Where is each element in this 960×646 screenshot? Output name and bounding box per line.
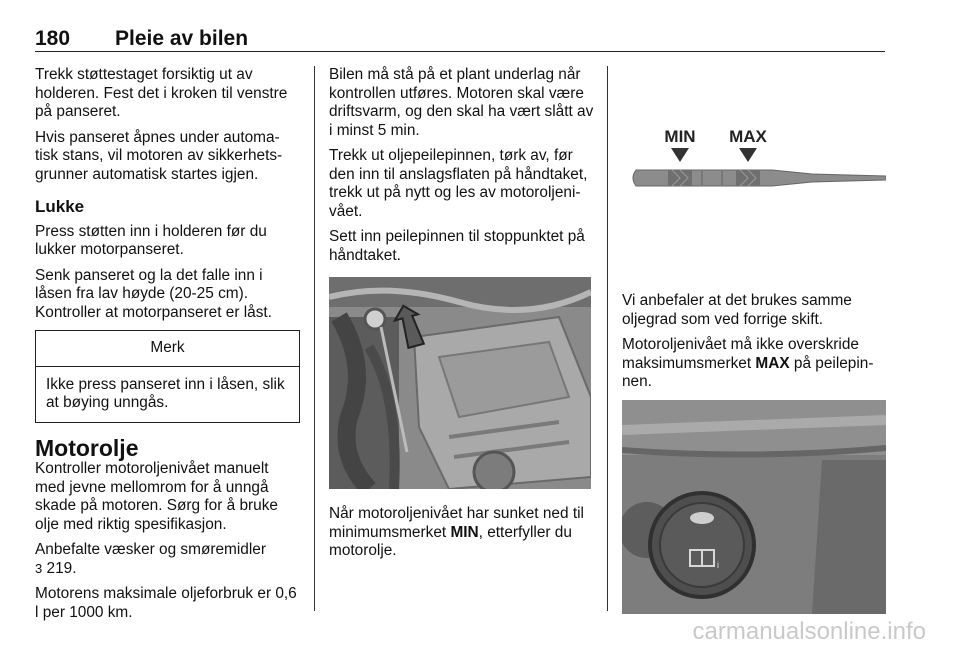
- paragraph-text: på peilepin-nen.: [622, 354, 874, 390]
- paragraph: [622, 336, 887, 392]
- watermark: carmanualsonline.info: [692, 618, 926, 645]
- max-arrow-icon: [739, 148, 757, 162]
- svg-text:i: i: [717, 559, 719, 570]
- oil-filler-cap-photo: [622, 400, 886, 614]
- paragraph: Press støtten inn i holderen før du lukker motorpanseret.: [35, 222, 267, 258]
- note-box: [35, 330, 300, 423]
- column-divider: [607, 66, 608, 611]
- cross-reference-page[interactable]: 219.: [42, 559, 77, 577]
- column-1: [35, 66, 300, 629]
- paragraph-text: Motoroljenivået må ikke overskride maksimumsmerket: [622, 336, 859, 372]
- dipstick-min-label: MIN: [664, 127, 696, 146]
- dipstick-max-label: MAX: [729, 127, 767, 146]
- note-title: Merk: [36, 331, 299, 367]
- min-mark-label: MIN: [450, 523, 479, 541]
- paragraph: Trekk støttestaget forsiktig ut av holderen. Fest det i kroken til venstre på panseret.: [35, 66, 288, 120]
- page-title: Pleie av bilen: [115, 27, 249, 50]
- column-divider: [314, 66, 315, 611]
- note-body: Ikke press panseret inn i låsen, slik at bøying unngås.: [46, 375, 285, 411]
- paragraph-text: Anbefalte væsker og smøremidler: [35, 541, 266, 558]
- paragraph: Motorens maksimale oljeforbruk er 0,6 l per 1000 km.: [35, 585, 297, 621]
- min-arrow-icon: [671, 148, 689, 162]
- paragraph: [329, 505, 595, 561]
- engine-bay-dipstick-photo: [329, 277, 591, 489]
- subheading-lukke: Lukke: [35, 197, 85, 216]
- column-2: [329, 66, 595, 568]
- paragraph: Kontroller motoroljenivået manuelt med jevne mellomrom for å unngå skade på motoren. Sørg for å bruke olje med riktig spesifikasjon.: [35, 460, 278, 533]
- paragraph: [35, 541, 300, 578]
- paragraph: Vi anbefaler at det brukes samme oljegrad som ved forrige skift.: [622, 292, 852, 328]
- paragraph: Senk panseret og la det falle inn i låsen fra lav høyde (20-25 cm). Kontroller at motorpanseret er låst.: [35, 266, 272, 321]
- page-number: 180: [35, 27, 71, 50]
- paragraph: Bilen må stå på et plant underlag når kontrollen utføres. Motoren skal være driftsvarm, og den skal ha vært slått av i minst 5 min.: [329, 66, 594, 139]
- oil-can-icon: [690, 512, 714, 524]
- paragraph-text: Når motoroljenivået har sunket ned til minimumsmerket: [329, 505, 584, 541]
- column-3: [622, 66, 887, 630]
- cross-reference-arrow-icon[interactable]: 3: [35, 560, 43, 576]
- paragraph: Trekk ut oljepeilepinnen, tørk av, før den inn til anslagsflaten på håndtaket, trekk ut på nytt og les av motoroljeni-vået.: [329, 147, 588, 220]
- max-mark-label: MAX: [755, 354, 790, 372]
- paragraph: Sett inn peilepinnen til stoppunktet på håndtaket.: [329, 228, 585, 264]
- section-heading-motorolje: Motorolje: [35, 434, 139, 461]
- paragraph: Hvis panseret åpnes under automa-tisk stans, vil motoren av sikkerhets-grunner automatisk startes igjen.: [35, 128, 283, 183]
- paragraph-text: , etterfyller du motorolje.: [329, 523, 572, 559]
- page-header: [35, 27, 885, 52]
- dipstick-diagram: [622, 66, 886, 276]
